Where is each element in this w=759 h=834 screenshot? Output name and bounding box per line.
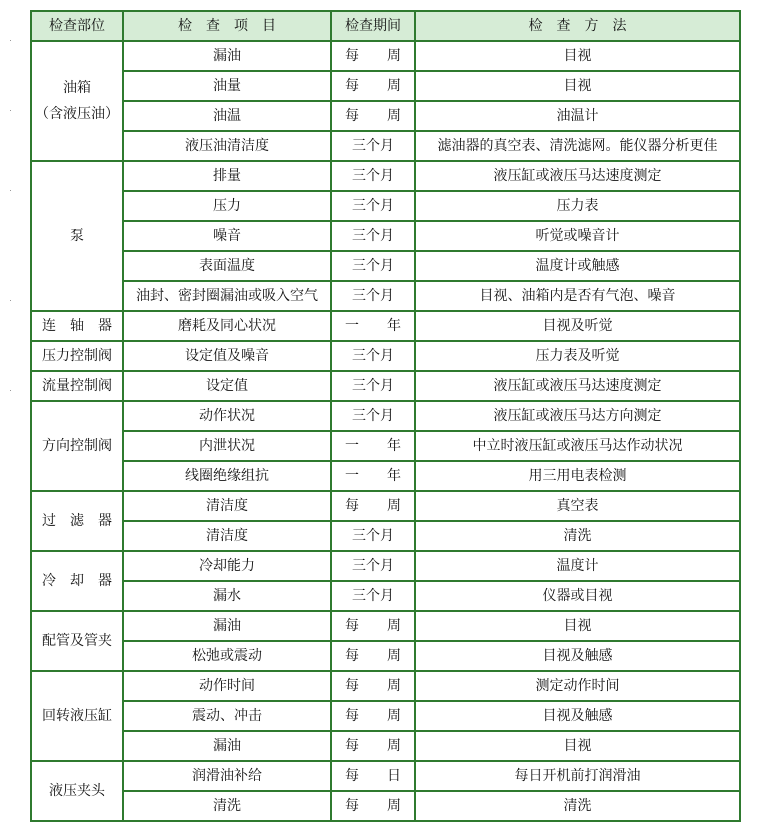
method-cell: 压力表 xyxy=(415,191,740,221)
method-cell: 目视 xyxy=(415,611,740,641)
method-cell: 滤油器的真空表、清洗滤网。能仪器分析更佳 xyxy=(415,131,740,161)
period-cell: 每 周 xyxy=(331,41,415,71)
period-cell: 三个月 xyxy=(331,521,415,551)
item-cell: 冷却能力 xyxy=(123,551,331,581)
margin-dot xyxy=(10,390,11,391)
method-cell: 目视及触感 xyxy=(415,641,740,671)
item-cell: 漏油 xyxy=(123,611,331,641)
period-cell: 每 周 xyxy=(331,731,415,761)
table-row xyxy=(31,641,740,671)
margin-dot xyxy=(10,190,11,191)
method-cell: 目视及听觉 xyxy=(415,311,740,341)
method-cell: 真空表 xyxy=(415,491,740,521)
method-cell: 温度计或触感 xyxy=(415,251,740,281)
period-cell: 每 周 xyxy=(331,671,415,701)
part-cell: 过 滤 器 xyxy=(31,491,123,551)
method-cell: 油温计 xyxy=(415,101,740,131)
table-row xyxy=(31,311,740,341)
item-cell: 油封、密封圈漏油或吸入空气 xyxy=(123,281,331,311)
period-cell: 三个月 xyxy=(331,341,415,371)
period-cell: 每 周 xyxy=(331,641,415,671)
table-body xyxy=(31,41,740,821)
part-cell: 流量控制阀 xyxy=(31,371,123,401)
method-cell: 测定动作时间 xyxy=(415,671,740,701)
part-cell: 液压夹头 xyxy=(31,761,123,821)
period-cell: 三个月 xyxy=(331,371,415,401)
margin-dot xyxy=(10,40,11,41)
margin-dot xyxy=(10,300,11,301)
header-item: 检 查 项 目 xyxy=(123,11,331,41)
header-period: 检查期间 xyxy=(331,11,415,41)
period-cell: 三个月 xyxy=(331,191,415,221)
table-row xyxy=(31,581,740,611)
item-cell: 设定值及噪音 xyxy=(123,341,331,371)
period-cell: 三个月 xyxy=(331,401,415,431)
table-row xyxy=(31,41,740,71)
table-row xyxy=(31,431,740,461)
table-row xyxy=(31,491,740,521)
method-cell: 目视及触感 xyxy=(415,701,740,731)
period-cell: 每 周 xyxy=(331,491,415,521)
table-row xyxy=(31,161,740,191)
period-cell: 三个月 xyxy=(331,221,415,251)
item-cell: 松弛或震动 xyxy=(123,641,331,671)
period-cell: 一 年 xyxy=(331,461,415,491)
table-row xyxy=(31,731,740,761)
period-cell: 每 日 xyxy=(331,761,415,791)
header-part: 检查部位 xyxy=(31,11,123,41)
item-cell: 清洗 xyxy=(123,791,331,821)
header-row xyxy=(31,11,740,41)
table-row xyxy=(31,71,740,101)
method-cell: 液压缸或液压马达速度测定 xyxy=(415,371,740,401)
margin-dot xyxy=(10,110,11,111)
period-cell: 三个月 xyxy=(331,551,415,581)
table-row xyxy=(31,701,740,731)
item-cell: 内泄状况 xyxy=(123,431,331,461)
table-row xyxy=(31,371,740,401)
table-row xyxy=(31,131,740,161)
method-cell: 温度计 xyxy=(415,551,740,581)
table-row xyxy=(31,611,740,641)
table-row xyxy=(31,401,740,431)
period-cell: 三个月 xyxy=(331,161,415,191)
period-cell: 每 周 xyxy=(331,101,415,131)
item-cell: 排量 xyxy=(123,161,331,191)
method-cell: 中立时液压缸或液压马达作动状况 xyxy=(415,431,740,461)
item-cell: 油量 xyxy=(123,71,331,101)
table-row xyxy=(31,281,740,311)
item-cell: 液压油清洁度 xyxy=(123,131,331,161)
period-cell: 一 年 xyxy=(331,431,415,461)
method-cell: 目视 xyxy=(415,41,740,71)
table-row xyxy=(31,461,740,491)
inspection-table xyxy=(30,10,741,822)
part-cell: 压力控制阀 xyxy=(31,341,123,371)
method-cell: 液压缸或液压马达速度测定 xyxy=(415,161,740,191)
item-cell: 清洁度 xyxy=(123,521,331,551)
item-cell: 润滑油补给 xyxy=(123,761,331,791)
period-cell: 三个月 xyxy=(331,131,415,161)
table-row xyxy=(31,521,740,551)
table-row xyxy=(31,221,740,251)
item-cell: 动作时间 xyxy=(123,671,331,701)
item-cell: 压力 xyxy=(123,191,331,221)
item-cell: 漏水 xyxy=(123,581,331,611)
part-cell: 连 轴 器 xyxy=(31,311,123,341)
method-cell: 目视、油箱内是否有气泡、噪音 xyxy=(415,281,740,311)
table-row xyxy=(31,191,740,221)
item-cell: 清洁度 xyxy=(123,491,331,521)
method-cell: 用三用电表检测 xyxy=(415,461,740,491)
period-cell: 每 周 xyxy=(331,71,415,101)
table-row xyxy=(31,761,740,791)
table-row xyxy=(31,341,740,371)
part-cell: 配管及管夹 xyxy=(31,611,123,671)
period-cell: 每 周 xyxy=(331,611,415,641)
method-cell: 目视 xyxy=(415,731,740,761)
item-cell: 油温 xyxy=(123,101,331,131)
item-cell: 磨耗及同心状况 xyxy=(123,311,331,341)
period-cell: 三个月 xyxy=(331,251,415,281)
part-cell: 冷 却 器 xyxy=(31,551,123,611)
period-cell: 三个月 xyxy=(331,581,415,611)
table-row xyxy=(31,671,740,701)
table-row xyxy=(31,101,740,131)
method-cell: 仪器或目视 xyxy=(415,581,740,611)
period-cell: 每 周 xyxy=(331,791,415,821)
period-cell: 每 周 xyxy=(331,701,415,731)
method-cell: 液压缸或液压马达方向测定 xyxy=(415,401,740,431)
table-row xyxy=(31,551,740,581)
item-cell: 震动、冲击 xyxy=(123,701,331,731)
item-cell: 漏油 xyxy=(123,731,331,761)
method-cell: 每日开机前打润滑油 xyxy=(415,761,740,791)
part-cell: 泵 xyxy=(31,161,123,311)
item-cell: 表面温度 xyxy=(123,251,331,281)
period-cell: 三个月 xyxy=(331,281,415,311)
table-row xyxy=(31,791,740,821)
item-cell: 线圈绝缘组抗 xyxy=(123,461,331,491)
part-cell: 方向控制阀 xyxy=(31,401,123,491)
method-cell: 清洗 xyxy=(415,791,740,821)
table-row xyxy=(31,251,740,281)
header-method: 检 查 方 法 xyxy=(415,11,740,41)
method-cell: 目视 xyxy=(415,71,740,101)
method-cell: 压力表及听觉 xyxy=(415,341,740,371)
part-cell: 回转液压缸 xyxy=(31,671,123,761)
item-cell: 噪音 xyxy=(123,221,331,251)
period-cell: 一 年 xyxy=(331,311,415,341)
part-cell: 油箱 （含液压油） xyxy=(31,41,123,161)
item-cell: 漏油 xyxy=(123,41,331,71)
item-cell: 设定值 xyxy=(123,371,331,401)
item-cell: 动作状况 xyxy=(123,401,331,431)
method-cell: 听觉或噪音计 xyxy=(415,221,740,251)
method-cell: 清洗 xyxy=(415,521,740,551)
